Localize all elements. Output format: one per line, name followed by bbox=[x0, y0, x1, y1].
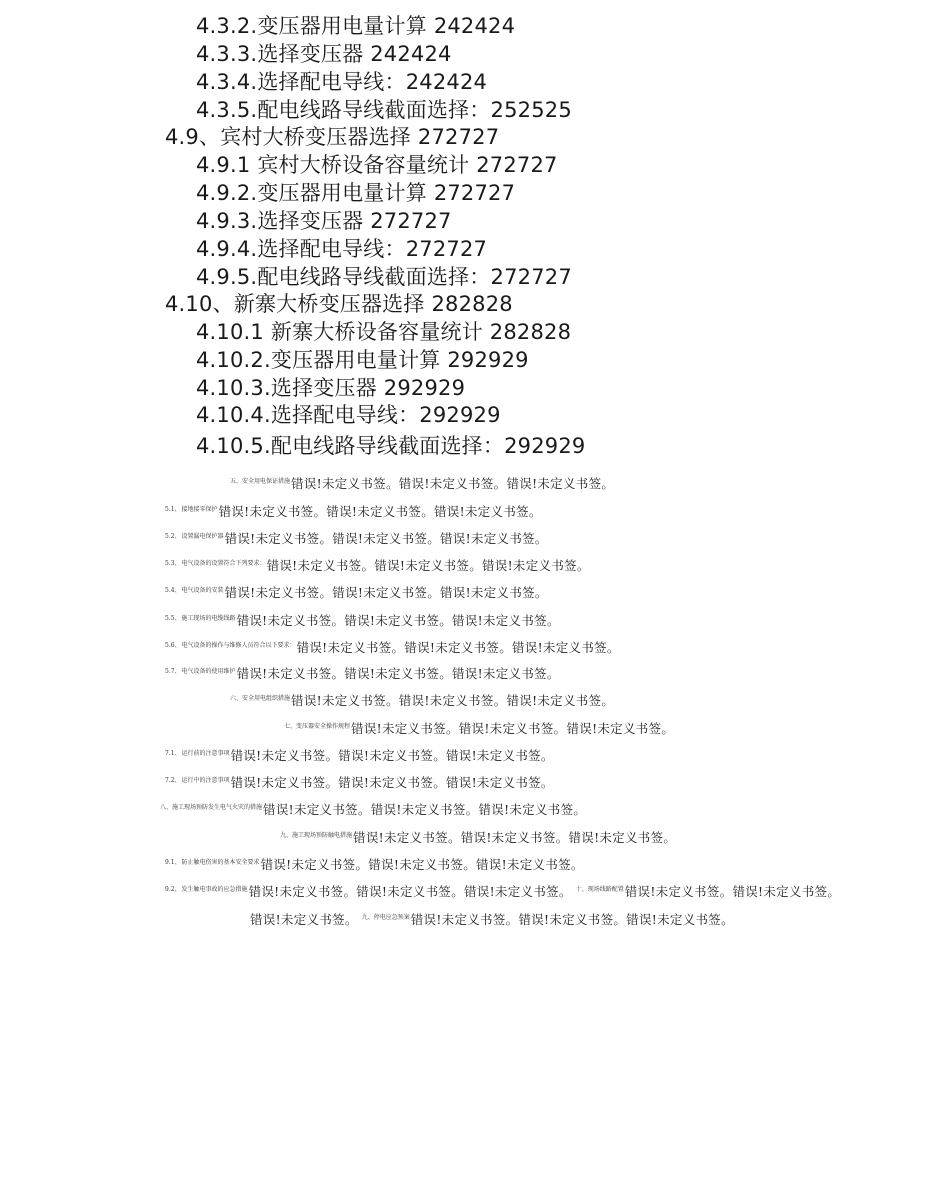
bookmark-error: 错误!未定义书签。错误!未定义书签。错误!未定义书签。 bbox=[296, 640, 620, 655]
toc-title: 选择变压器 bbox=[257, 42, 364, 66]
toc-page: 272727 bbox=[405, 237, 488, 261]
section-label: 电气设备的安装 bbox=[181, 587, 224, 594]
toc-entry[interactable] bbox=[196, 69, 487, 95]
error-line bbox=[160, 802, 586, 818]
toc-entry[interactable] bbox=[196, 347, 529, 373]
section-prefix: 7.2、 bbox=[165, 777, 181, 784]
toc-page: 292929 bbox=[383, 376, 466, 400]
error-line bbox=[284, 721, 674, 737]
toc-entry[interactable] bbox=[165, 291, 513, 317]
error-line bbox=[165, 531, 548, 547]
error-line bbox=[165, 640, 620, 656]
bookmark-error: 错误!未定义书签。错误!未定义书签。错误!未定义书签。 bbox=[353, 830, 677, 845]
toc-title: 变压器用电量计算 bbox=[257, 14, 427, 38]
error-line bbox=[230, 693, 614, 709]
bookmark-error: 错误!未定义书签。错误!未定义书签。错误!未定义书签。 bbox=[218, 504, 542, 519]
bookmark-error: 错误!未定义书签。错误!未定义书签。错误!未定义书签。 bbox=[291, 693, 615, 708]
bookmark-error: 错误!未定义书签。错误!未定义书签。错误!未定义书签。 bbox=[351, 721, 675, 736]
bookmark-error: 错误!未定义书签。错误!未定义书签。错误!未定义书签。 bbox=[410, 912, 734, 927]
error-line bbox=[165, 748, 554, 764]
toc-entry[interactable] bbox=[196, 236, 487, 262]
error-line bbox=[280, 830, 676, 846]
toc-entry[interactable] bbox=[196, 13, 515, 39]
toc-page: 272727 bbox=[370, 209, 452, 233]
toc-title: 选择配电导线： bbox=[270, 403, 420, 427]
section-label: 运行前的注意事项 bbox=[181, 750, 230, 757]
toc-title: 新寨大桥变压器选择 bbox=[233, 292, 425, 316]
error-line bbox=[250, 912, 734, 928]
toc-number: 4.9.3. bbox=[196, 209, 258, 233]
section-prefix: 5.4、 bbox=[165, 587, 181, 594]
toc-page: 242424 bbox=[433, 14, 516, 38]
toc-number: 4.10.5. bbox=[196, 434, 271, 458]
toc-number: 4.9.5. bbox=[196, 265, 258, 289]
toc-page: 292929 bbox=[419, 403, 501, 427]
error-line bbox=[165, 775, 554, 791]
toc-entry[interactable] bbox=[196, 208, 452, 234]
toc-title: 宾村大桥变压器选择 bbox=[220, 125, 412, 149]
toc-title: 选择配电导线： bbox=[257, 237, 406, 261]
bookmark-error: 错误!未定义书签。错误!未定义书签。错误!未定义书签。 bbox=[230, 748, 554, 763]
toc-entry[interactable] bbox=[196, 180, 515, 206]
section-prefix: 9.1、 bbox=[165, 859, 181, 866]
bookmark-error: 错误!未定义书签。错误!未定义书签。 bbox=[624, 884, 841, 899]
error-line bbox=[165, 884, 840, 900]
section-prefix: 5.6、 bbox=[165, 642, 181, 649]
toc-title: 选择变压器 bbox=[257, 209, 364, 233]
toc-title: 配电线路导线截面选择： bbox=[257, 98, 491, 122]
section-label: 十、现场线路配置 bbox=[575, 886, 624, 893]
toc-page: 252525 bbox=[490, 98, 572, 122]
toc-number: 4.10.3. bbox=[196, 376, 271, 400]
toc-page: 292929 bbox=[504, 434, 586, 458]
toc-number: 4.9、 bbox=[165, 125, 221, 149]
section-label: 五、安全用电保证措施 bbox=[230, 478, 291, 485]
section-prefix: 5.2、 bbox=[165, 533, 181, 540]
toc-title: 选择配电导线： bbox=[257, 70, 406, 94]
section-label: 发生触电事故的应急措施 bbox=[181, 886, 248, 893]
toc-entry[interactable] bbox=[196, 97, 572, 123]
section-label: 施工现场的电缆线路 bbox=[181, 615, 236, 622]
section-label: 运行中的注意事项 bbox=[181, 777, 230, 784]
section-label: 电气设备的设置符合下列要求： bbox=[181, 560, 266, 567]
error-line bbox=[165, 666, 560, 682]
section-prefix: 5.3、 bbox=[165, 560, 181, 567]
error-line bbox=[230, 476, 614, 492]
toc-entry[interactable] bbox=[196, 375, 465, 401]
section-label: 六、安全用电组织措施 bbox=[230, 695, 291, 702]
section-prefix: 9.2、 bbox=[165, 886, 181, 893]
section-label: 八、施工现场预防发生电气火灾的措施 bbox=[160, 804, 263, 811]
toc-page: 242424 bbox=[370, 42, 452, 66]
toc-number: 4.10.1 bbox=[196, 320, 264, 344]
toc-number: 4.9.1 bbox=[196, 153, 251, 177]
toc-entry[interactable] bbox=[196, 264, 572, 290]
error-line bbox=[165, 857, 584, 873]
error-line bbox=[165, 504, 542, 520]
toc-number: 4.3.2. bbox=[196, 14, 258, 38]
toc-page: 282828 bbox=[489, 320, 572, 344]
toc-title: 配电线路导线截面选择： bbox=[270, 434, 505, 458]
toc-number: 4.10、 bbox=[165, 292, 234, 316]
section-prefix: 7.1、 bbox=[165, 750, 181, 757]
toc-title: 选择变压器 bbox=[270, 376, 377, 400]
bookmark-error: 错误!未定义书签。错误!未定义书签。错误!未定义书签。 bbox=[230, 775, 554, 790]
toc-title: 变压器用电量计算 bbox=[257, 181, 427, 205]
error-line bbox=[165, 613, 560, 629]
section-label: 接地接零保护 bbox=[181, 506, 218, 513]
toc-number: 4.10.4. bbox=[196, 403, 271, 427]
section-label: 九、停电应急预案 bbox=[361, 914, 410, 921]
section-label: 电气设备的使用维护 bbox=[181, 668, 236, 675]
toc-page: 272727 bbox=[490, 265, 572, 289]
toc-number: 4.9.2. bbox=[196, 181, 258, 205]
toc-title: 变压器用电量计算 bbox=[270, 348, 441, 372]
toc-page: 282828 bbox=[431, 292, 513, 316]
toc-page: 272727 bbox=[417, 125, 500, 149]
toc-page: 242424 bbox=[405, 70, 488, 94]
toc-entry[interactable] bbox=[196, 433, 585, 459]
toc-entry[interactable] bbox=[196, 402, 501, 428]
bookmark-error: 错误!未定义书签。错误!未定义书签。错误!未定义书签。 bbox=[224, 531, 548, 546]
bookmark-error: 错误!未定义书签。 bbox=[250, 912, 358, 927]
toc-page: 272727 bbox=[433, 181, 516, 205]
toc-entry[interactable] bbox=[165, 124, 499, 150]
section-label: 九、施工现场预防触电措施 bbox=[280, 832, 353, 839]
section-prefix: 5.1、 bbox=[165, 506, 181, 513]
bookmark-error: 错误!未定义书签。错误!未定义书签。错误!未定义书签。 bbox=[224, 585, 548, 600]
toc-title: 配电线路导线截面选择： bbox=[257, 265, 491, 289]
toc-number: 4.3.4. bbox=[196, 70, 258, 94]
toc-entry[interactable] bbox=[196, 41, 452, 67]
section-label: 设置漏电保护器 bbox=[181, 533, 224, 540]
bookmark-error: 错误!未定义书签。错误!未定义书签。错误!未定义书签。 bbox=[248, 884, 572, 899]
section-prefix: 5.5、 bbox=[165, 615, 181, 622]
bookmark-error: 错误!未定义书签。错误!未定义书签。错误!未定义书签。 bbox=[266, 558, 590, 573]
section-label: 电气设备的操作与维修人员符合以下要求： bbox=[181, 642, 296, 649]
section-label: 防止触电伤害的基本安全要求 bbox=[181, 859, 260, 866]
toc-number: 4.9.4. bbox=[196, 237, 258, 261]
toc-page: 272727 bbox=[476, 153, 558, 177]
bookmark-error: 错误!未定义书签。错误!未定义书签。错误!未定义书签。 bbox=[236, 613, 560, 628]
error-line bbox=[165, 558, 590, 574]
toc-number: 4.3.5. bbox=[196, 98, 258, 122]
toc-entry[interactable] bbox=[196, 319, 571, 345]
bookmark-error: 错误!未定义书签。错误!未定义书签。错误!未定义书签。 bbox=[291, 476, 615, 491]
toc-number: 4.10.2. bbox=[196, 348, 271, 372]
toc-entry[interactable] bbox=[196, 152, 558, 178]
error-line bbox=[165, 585, 548, 601]
bookmark-error: 错误!未定义书签。错误!未定义书签。错误!未定义书签。 bbox=[263, 802, 587, 817]
toc-title: 宾村大桥设备容量统计 bbox=[257, 153, 470, 177]
section-prefix: 5.7、 bbox=[165, 668, 181, 675]
toc-page: 292929 bbox=[447, 348, 529, 372]
bookmark-error: 错误!未定义书签。错误!未定义书签。错误!未定义书签。 bbox=[260, 857, 584, 872]
section-label: 七、变压器安全操作规程 bbox=[284, 723, 351, 730]
toc-number: 4.3.3. bbox=[196, 42, 258, 66]
bookmark-error: 错误!未定义书签。错误!未定义书签。错误!未定义书签。 bbox=[236, 666, 560, 681]
toc-title: 新寨大桥设备容量统计 bbox=[270, 320, 483, 344]
